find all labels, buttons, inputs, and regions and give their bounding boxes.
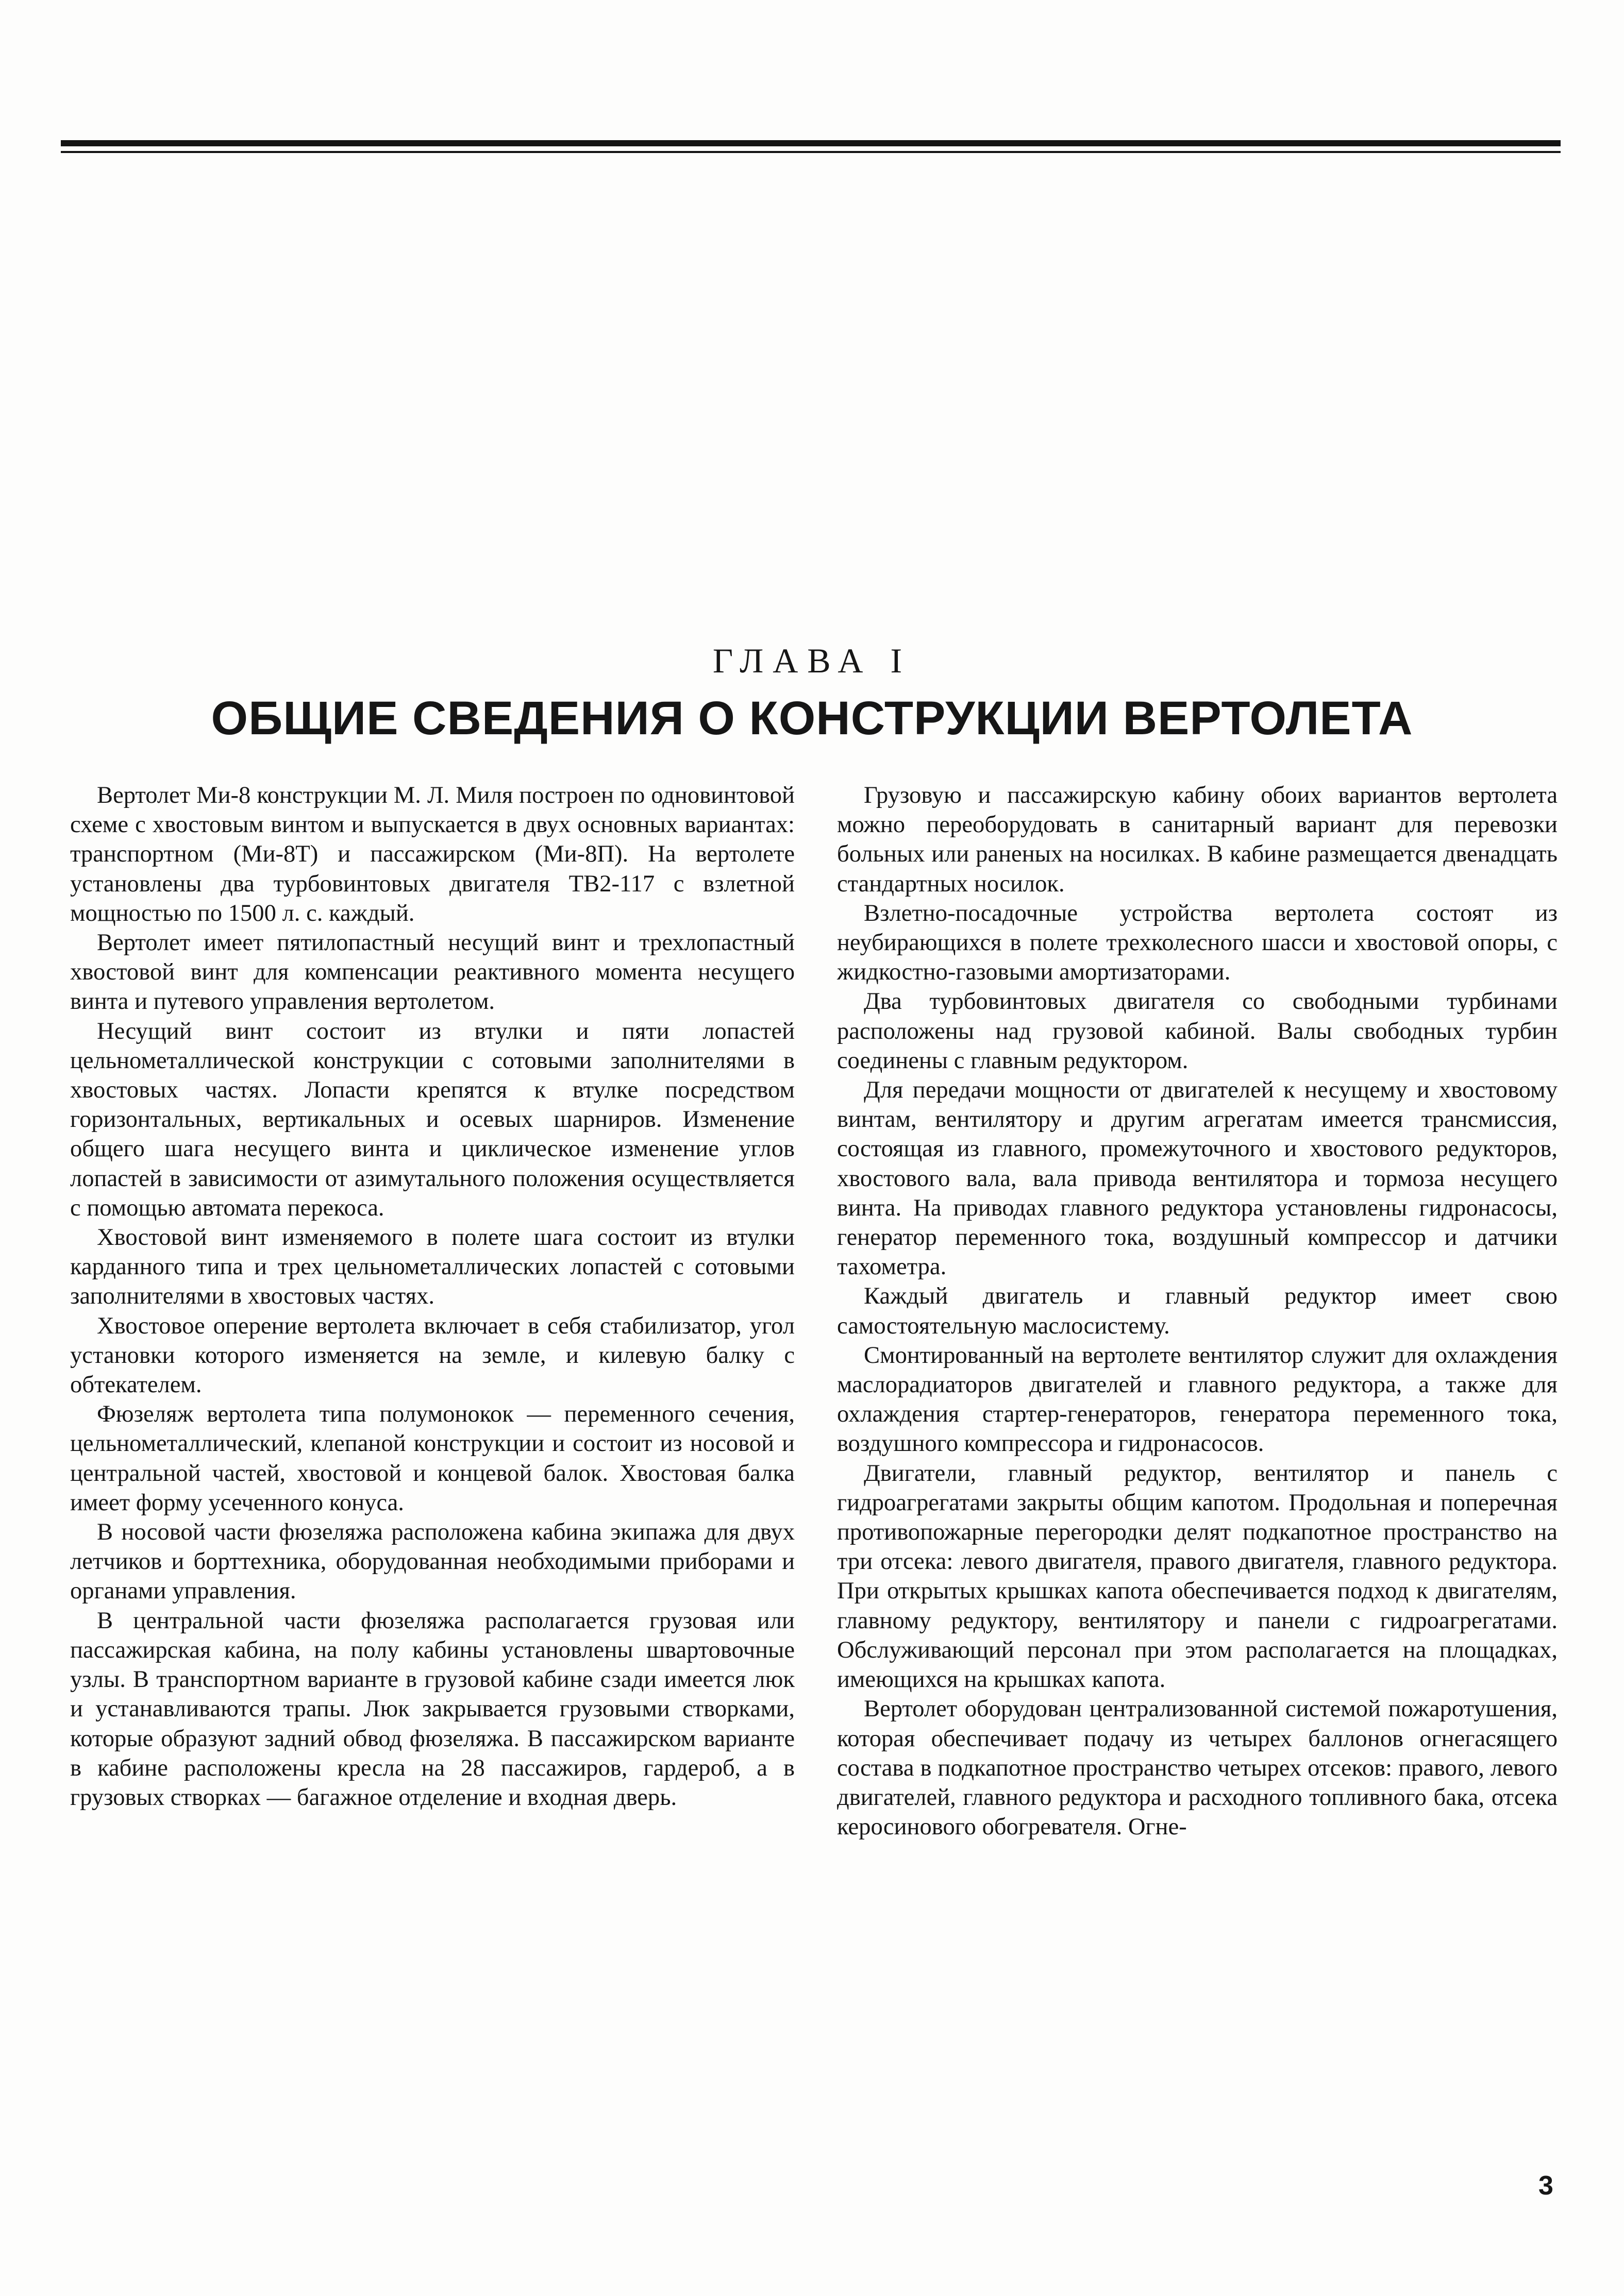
chapter-title: ОБЩИЕ СВЕДЕНИЯ О КОНСТРУКЦИИ ВЕРТОЛЕТА bbox=[211, 692, 1413, 745]
paragraph: В центральной части фюзеляжа располагается грузовая или пассажирская кабина, на полу кабины установлены швартовочные узлы. В транспортном варианте в грузовой кабине сзади имеется люк и устанавливаются трапы. Люк закрывается грузовыми створками, которые образуют задний обвод фюзеляжа. В пассажирском варианте в кабине расположены кресла на 28 пассажиров, гардероб, а в грузовых створках — багажное отделение и входная дверь. bbox=[70, 1607, 795, 1811]
paragraph: Взлетно-посадочные устройства вертолета состоят из неубирающихся в полете трехколесного шасси и хвостовой опоры, с жидкостно-газовыми амортизаторами. bbox=[837, 899, 1558, 986]
paragraph: Смонтированный на вертолете вентилятор служит для охлаждения маслорадиаторов двигателей и главного редуктора, а также для охлаждения стартер-генераторов, генератора переменного тока, воздушного компрессора и гидронасосов. bbox=[837, 1341, 1558, 1457]
paragraph: Грузовую и пассажирскую кабину обоих вариантов вертолета можно переоборудовать в санитарный вариант для перевозки больных или раненых на носилках. В кабине размещается двенадцать стандартных носилок. bbox=[837, 782, 1558, 897]
paragraph: Двигатели, главный редуктор, вентилятор и панель с гидроагрегатами закрыты общим капотом. Продольная и поперечная противопожарные перегородки делят подкапотное пространство на три отсека: левого двигателя, правого двигателя, главного редуктора. При открытых крышках капота обеспечивается подход к двигателям, главному редуктору, вентилятору и панели с гидроагрегатами. Обслуживающий персонал при этом располагается на площадках, имеющихся на крышках капота. bbox=[837, 1459, 1558, 1693]
paragraph: Каждый двигатель и главный редуктор имеет свою самостоятельную маслосистему. bbox=[837, 1282, 1558, 1339]
paragraph: Два турбовинтовых двигателя со свободными турбинами расположены над грузовой кабиной. Валы свободных турбин соединены с главным редуктором. bbox=[837, 988, 1558, 1074]
chapter-label: ГЛАВА I bbox=[712, 641, 912, 680]
paragraph: Вертолет имеет пятилопастный несущий винт и трехлопастный хвостовой винт для компенсации реактивного момента несущего винта и путевого управления вертолетом. bbox=[70, 929, 795, 1015]
left-text-column bbox=[70, 781, 795, 1812]
paragraph: Вертолет Ми-8 конструкции М. Л. Миля построен по одновинтовой схеме с хвостовым винтом и выпускается в двух основных вариантах: транспортном (Ми-8Т) и пассажирском (Ми-8П). На вертолете установлены два турбовинтовых двигателя ТВ2-117 с взлетной мощностью по 1500 л. с. каждый. bbox=[70, 782, 795, 926]
page-number: 3 bbox=[1538, 2171, 1553, 2201]
paragraph: Хвостовое оперение вертолета включает в себя стабилизатор, угол установки которого изменяется на земле, и килевую балку с обтекателем. bbox=[70, 1312, 795, 1398]
paragraph: Несущий винт состоит из втулки и пяти лопастей цельнометаллической конструкции с сотовыми заполнителями в хвостовых частях. Лопасти крепятся к втулке посредством горизонтальных, вертикальных и осевых шарниров. Изменение общего шага несущего винта и циклическое изменение углов лопастей в зависимости от азимутального положения осуществляется с помощью автомата перекоса. bbox=[70, 1017, 795, 1221]
paragraph: Хвостовой винт изменяемого в полете шага состоит из втулки карданного типа и трех цельнометаллических лопастей с сотовыми заполнителями в хвостовых частях. bbox=[70, 1224, 795, 1310]
paragraph: Для передачи мощности от двигателей к несущему и хвостовому винтам, вентилятору и другим агрегатам имеется трансмиссия, состоящая из главного, промежуточного и хвостового редукторов, хвостового вала, вала привода вентилятора и тормоза несущего винта. На приводах главного редуктора установлены гидронасосы, генератор переменного тока, воздушный компрессор и датчики тахометра. bbox=[837, 1076, 1558, 1280]
paragraph: В носовой части фюзеляжа расположена кабина экипажа для двух летчиков и борттехника, оборудованная необходимыми приборами и органами управления. bbox=[70, 1518, 795, 1605]
header-rule-thick bbox=[61, 140, 1561, 146]
paragraph: Вертолет оборудован централизованной системой пожаротушения, которая обеспечивает подачу из четырех баллонов огнегасящего состава в подкапотное пространство четырех отсеков: правого, левого двигателей, главного редуктора и расходного топливного бака, отсека керосинового обогревателя. Огне- bbox=[837, 1695, 1558, 1841]
paragraph: Фюзеляж вертолета типа полумонокок — переменного сечения, цельнометаллический, клепаной конструкции и состоит из носовой и центральной частей, хвостовой и концевой балок. Хвостовая балка имеет форму усеченного конуса. bbox=[70, 1400, 795, 1516]
right-text-column bbox=[837, 781, 1558, 1842]
header-rule-thin bbox=[61, 151, 1561, 153]
